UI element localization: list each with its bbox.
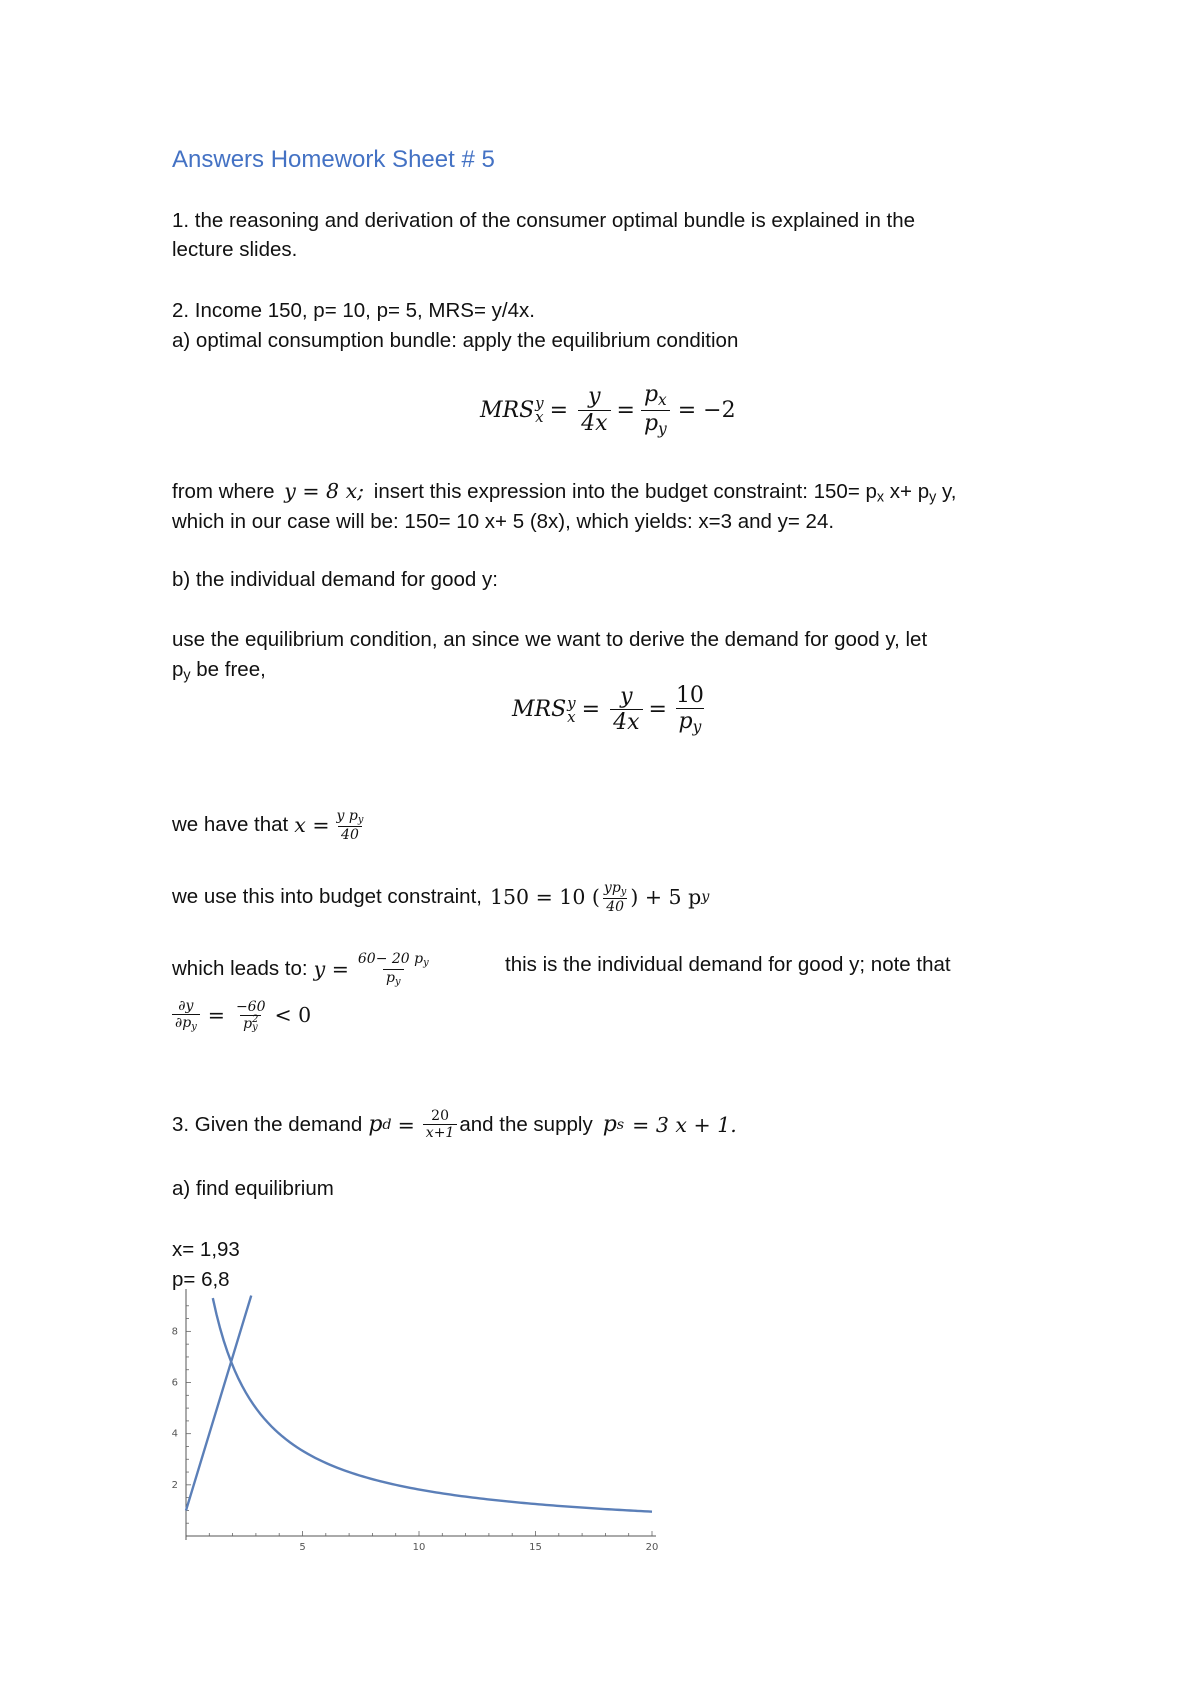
be-free-text: be free,: [190, 658, 266, 681]
derivative-line: [172, 998, 311, 1033]
mrs-sup: y: [535, 394, 544, 413]
deriv-f-num: −60: [235, 998, 266, 1015]
we-use-expr-b: ) + 5 p: [630, 885, 702, 910]
page-title: Answers Homework Sheet # 5: [172, 146, 495, 173]
pd-den: x+1: [423, 1124, 458, 1141]
use-eq-line2: [172, 656, 266, 690]
pd-num: 20: [431, 1108, 449, 1124]
from-where-text-4: y,: [936, 480, 957, 503]
pd-sub: d: [382, 1116, 392, 1133]
deriv-num: ∂y: [178, 998, 194, 1014]
eq2-frac1-den: 4x: [610, 709, 642, 735]
equilibrium-equation-2: MRS y x = $\frac{y}{4x}$ = $\frac{10}{p_y}$: [512, 683, 711, 737]
deriv-rhs: < 0: [274, 1003, 312, 1028]
deriv-f-den-sup: 2: [252, 1014, 259, 1026]
we-use-text: we use this into budget constraint,: [172, 885, 482, 909]
x-tick-label: 5: [299, 1542, 306, 1553]
supply-demand-chart: [160, 1285, 680, 1560]
ps-rhs: = 3 x + 1.: [632, 1112, 737, 1137]
py-sub: y: [929, 489, 937, 506]
which-case-line: which in our case will be: 150= 10 x+ 5 (8x), which yields: x=3 and y= 24.: [172, 510, 835, 533]
y-tick-label: 2: [171, 1479, 178, 1491]
deriv-eq: =: [207, 1003, 225, 1028]
we-use-num: yp: [603, 880, 621, 896]
y-tick-label: 6: [171, 1377, 178, 1389]
from-where-text-3: x+ p: [884, 480, 930, 503]
leads-den: p: [386, 969, 395, 986]
frac1-num: y: [588, 384, 601, 410]
frac2-num-sub: x: [658, 390, 667, 409]
note-text: this is the individual demand for good y; note that: [505, 953, 951, 976]
eq2-frac1-num: y: [620, 684, 633, 710]
mrs2-sub: x: [567, 707, 576, 726]
supply-curve: [186, 1296, 251, 1511]
deriv-den-sub: y: [191, 1021, 197, 1033]
mrs-symbol: MRS: [480, 397, 535, 423]
equilibrium-x: x= 1,93: [172, 1238, 240, 1261]
q2-part-b: b) the individual demand for good y:: [172, 568, 498, 591]
q1-line2: lecture slides.: [172, 238, 298, 261]
x-tick-label: 15: [529, 1542, 542, 1553]
leads-to-line: [172, 951, 436, 987]
equilibrium-equation-1: MRS y x = $\frac{y}{4x}$ = $\frac{p_x}{p_y}$ = −2: [480, 382, 736, 438]
leads-y: y =: [313, 957, 349, 982]
q3-part-a: a) find equilibrium: [172, 1177, 334, 1200]
pd-symbol: p: [368, 1111, 383, 1137]
py-symbol-sub: y: [183, 667, 191, 684]
q3-given-text-b: and the supply: [459, 1112, 593, 1136]
mrs2-sup: y: [567, 693, 576, 712]
we-have-x: x =: [294, 813, 330, 838]
ps-symbol: p: [602, 1111, 617, 1137]
mrs-sub: x: [535, 408, 544, 427]
we-have-num-sub: y: [357, 814, 364, 826]
from-where-line: [172, 477, 956, 512]
leads-num: 60− 20 p: [357, 951, 424, 967]
from-where-text-2: insert this expression into the budget constraint: 150= p: [373, 480, 877, 503]
mrs-symbol-2: MRS: [512, 697, 567, 723]
eq2-frac2-num: 10: [675, 683, 704, 708]
we-have-num: y p: [336, 808, 358, 824]
x-tick-label: 10: [412, 1542, 426, 1553]
we-have-text: we have that: [172, 813, 289, 837]
equilibrium-p: p= 6,8: [172, 1268, 230, 1291]
ps-sub: s: [616, 1116, 625, 1133]
q3-given-line: [172, 1108, 737, 1141]
deriv-f-den-sub: y: [252, 1021, 258, 1033]
pd-eq: =: [397, 1112, 415, 1137]
we-use-expr-sub: y: [701, 889, 710, 906]
q2-given: 2. Income 150, p= 10, p= 5, MRS= y/4x.: [172, 299, 535, 322]
leads-to-text: which leads to:: [172, 957, 308, 981]
deriv-den: ∂p: [175, 1015, 192, 1032]
leads-den-sub: y: [394, 976, 401, 988]
demand-curve: [213, 1298, 652, 1512]
q1-line1: 1. the reasoning and derivation of the consumer optimal bundle is explained in the: [172, 209, 916, 232]
eq2-frac2-den: p: [678, 709, 693, 735]
py-symbol: p: [172, 658, 184, 681]
frac2-num: p: [643, 382, 659, 407]
y-tick-label: 8: [171, 1326, 178, 1338]
q3-given-text-a: 3. Given the demand: [172, 1112, 363, 1136]
x-tick-label: 20: [645, 1542, 659, 1553]
px-sub: x: [876, 489, 885, 506]
we-have-line: [172, 808, 370, 843]
y-tick-label: 4: [171, 1428, 178, 1440]
use-eq-line1: use the equilibrium condition, an since we want to derive the demand for good y, let: [172, 628, 928, 651]
leads-num-sub: y: [423, 957, 429, 969]
deriv-f-den: p: [243, 1015, 253, 1032]
we-use-line: [172, 880, 709, 915]
q2-part-a: a) optimal consumption bundle: apply the equilibrium condition: [172, 329, 739, 352]
we-use-num-sub: y: [620, 886, 627, 898]
eq1-rhs: = −2: [677, 397, 736, 423]
from-where-expr: y = 8 x;: [284, 479, 365, 503]
eq2-frac2-den-sub: y: [692, 718, 702, 737]
from-where-text: from where: [172, 480, 275, 503]
we-use-expr-a: 150 = 10 (: [489, 885, 600, 910]
frac1-den: 4x: [578, 410, 610, 436]
we-use-den: 40: [603, 898, 627, 915]
frac2-den-sub: y: [658, 419, 667, 438]
we-have-den: 40: [338, 826, 362, 843]
frac2-den: p: [643, 410, 659, 436]
